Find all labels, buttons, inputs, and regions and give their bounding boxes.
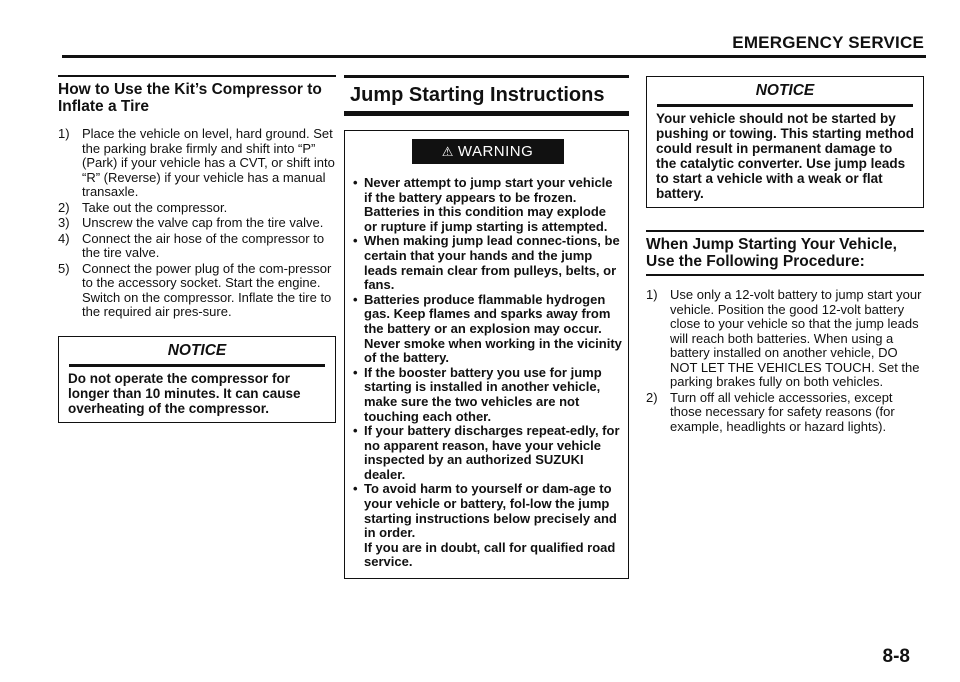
- list-item: [646, 391, 924, 435]
- step-number: 1): [646, 287, 658, 302]
- jump-notice-box: [646, 76, 924, 208]
- list-item: [58, 127, 336, 200]
- compressor-section-title: How to Use the Kit’s Compressor to Inflate a Tire: [58, 75, 336, 115]
- warning-extra-text: If you are in doubt, call for qualified road service.: [364, 539, 616, 570]
- list-item: [353, 366, 622, 424]
- list-item: [353, 293, 622, 366]
- list-item: [353, 176, 622, 234]
- bullet-icon: •: [353, 291, 358, 307]
- warning-text: To avoid harm to yourself or dam-age to your vehicle or battery, fol-low the jump starting instructions below precisely and in order.: [364, 481, 617, 541]
- warning-text: When making jump lead connec-tions, be certain that your hands and the jump leads remain clear from pulleys, belts, or fans.: [364, 233, 620, 293]
- notice-title: NOTICE: [755, 82, 815, 99]
- list-item: [58, 232, 336, 261]
- step-text: Connect the power plug of the com-pressor to the accessory socket. Start the engine. Switch on the compressor. Inflate the tire to the required air pres-sure.: [82, 260, 332, 319]
- notice-text: Do not operate the compressor for longer than 10 minutes. It can cause overheating of the compressor.: [68, 370, 301, 416]
- warning-text: Never attempt to jump start your vehicle if the battery appears to be frozen. Batteries in this condition may explode or rupture if jump starting is attempted.: [364, 175, 613, 234]
- bullet-icon: •: [353, 175, 358, 190]
- list-item: [353, 482, 622, 540]
- list-item: [58, 262, 336, 320]
- bullet-icon: •: [353, 481, 358, 497]
- procedure-column: [646, 76, 924, 435]
- list-item: [353, 234, 622, 292]
- bullet-icon: •: [353, 364, 358, 380]
- list-item: [58, 216, 336, 231]
- list-item: [58, 201, 336, 216]
- notice-title: NOTICE: [167, 341, 227, 359]
- warning-list: [353, 176, 622, 541]
- warning-text: If your battery discharges repeat-edly, for no apparent reason, have your vehicle inspected by an authorized SUZUKI dealer.: [364, 423, 620, 482]
- compressor-column: [58, 75, 336, 423]
- procedure-steps: [646, 288, 924, 434]
- warning-box: [344, 130, 629, 579]
- step-number: 3): [58, 215, 70, 230]
- warning-text: Batteries produce flammable hydrogen gas. Keep flames and sparks away from the battery or an explosion may occur. Never smoke when working in the vicinity of the battery.: [364, 291, 622, 366]
- step-text: Take out the compressor.: [82, 199, 228, 215]
- warning-label-text: WARNING: [457, 143, 534, 160]
- step-text: Connect the air hose of the compressor to the tire valve.: [82, 230, 325, 260]
- bullet-icon: •: [353, 423, 358, 439]
- header-rule: [62, 55, 926, 58]
- compressor-steps: [58, 127, 336, 320]
- step-text: Place the vehicle on level, hard ground. Set the parking brake firmly and shift into “P” (Park) if your vehicle has a CVT, or shift into “R” (Reverse) if your vehicle has a manual transaxle.: [82, 126, 335, 199]
- warning-triangle-icon: ⚠: [441, 144, 454, 159]
- step-text: Unscrew the valve cap from the tire valve.: [82, 215, 324, 230]
- step-text: Turn off all vehicle accessories, except those necessary for safety reasons (for example, headlights or hazard lights).: [670, 389, 895, 434]
- notice-text: Your vehicle should not be started by pushing or towing. This starting method could result in permanent damage to the catalytic converter. Use jump leads to start a vehicle with a weak or flat battery.: [656, 111, 914, 201]
- list-item: [353, 424, 622, 482]
- step-number: 1): [58, 126, 70, 141]
- warning-text: If the booster battery you use for jump starting is installed in another vehicle, make sure the two vehicles are not touching each other.: [364, 364, 602, 424]
- page-number: 8-8: [882, 646, 910, 667]
- warning-label: [412, 139, 564, 164]
- step-number: 4): [58, 230, 70, 246]
- procedure-title: When Jump Starting Your Vehicle, Use the Following Procedure:: [646, 230, 924, 276]
- jump-start-column: [344, 75, 629, 579]
- step-number: 5): [58, 260, 70, 276]
- list-item: [646, 288, 924, 390]
- step-number: 2): [646, 389, 658, 405]
- step-text: Use only a 12-volt battery to jump start your vehicle. Position the good 12-volt battery close to your vehicle so that the jump leads will reach both batteries. When using a battery installed on another vehicle, DO NOT LET THE VEHICLES TOUCH. Set the parking brakes fully on both vehicles.: [670, 287, 922, 389]
- header-title: EMERGENCY SERVICE: [732, 33, 924, 52]
- bullet-icon: •: [353, 233, 358, 249]
- step-number: 2): [58, 199, 70, 215]
- compressor-notice-box: [58, 336, 336, 423]
- jump-section-title: Jump Starting Instructions: [344, 75, 629, 116]
